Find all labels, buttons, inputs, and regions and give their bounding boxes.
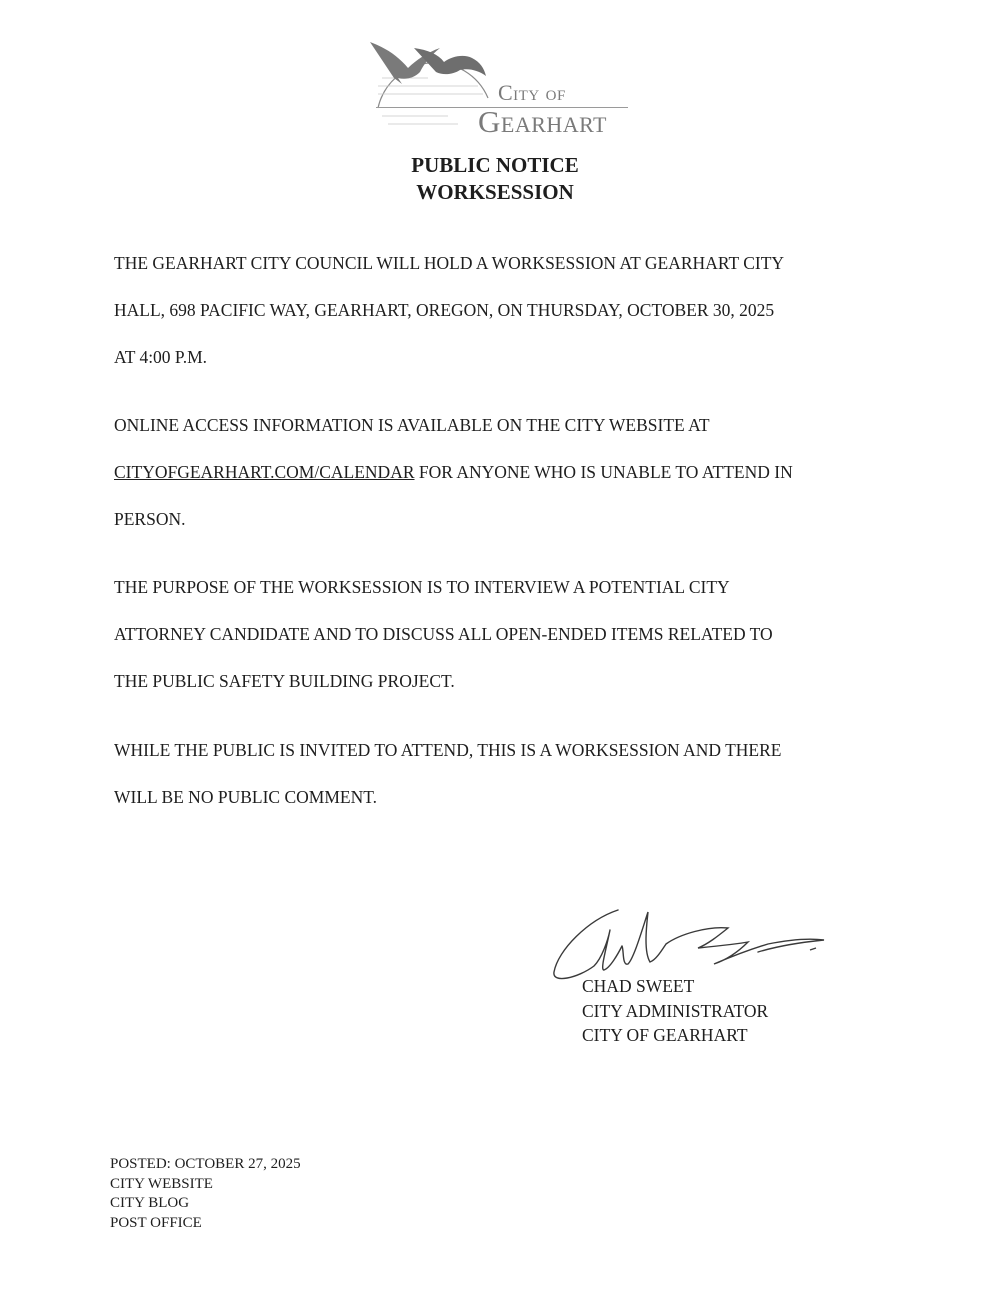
purpose-paragraph xyxy=(114,564,894,705)
public-comment-paragraph xyxy=(114,727,894,821)
paragraph-line: THE GEARHART CITY COUNCIL WILL HOLD A WORKSESSION AT GEARHART CITY xyxy=(114,253,785,273)
paragraph-line: THE PURPOSE OF THE WORKSESSION IS TO INTERVIEW A POTENTIAL CITY xyxy=(114,577,730,597)
logo-city-of: City of xyxy=(498,80,566,105)
posted-location: POST OFFICE xyxy=(110,1214,202,1231)
signer-name: CHAD SWEET xyxy=(582,976,695,996)
posting-info xyxy=(110,1155,301,1233)
paragraph-line: WILL BE NO PUBLIC COMMENT. xyxy=(114,787,377,807)
paragraph-line: PERSON. xyxy=(114,509,186,529)
notice-title: PUBLIC NOTICE xyxy=(411,153,579,177)
logo-gearhart: Gearhart xyxy=(478,104,607,139)
city-logo xyxy=(368,38,633,138)
posted-location: CITY WEBSITE xyxy=(110,1175,213,1192)
posted-location: CITY BLOG xyxy=(110,1195,190,1211)
paragraph-line: THE PUBLIC SAFETY BUILDING PROJECT. xyxy=(114,671,455,691)
signature-block xyxy=(582,974,768,1048)
meeting-details-paragraph xyxy=(114,240,894,381)
signer-org: CITY OF GEARHART xyxy=(582,1025,748,1045)
notice-subtitle: WORKSESSION xyxy=(416,180,574,204)
paragraph-line: HALL, 698 PACIFIC WAY, GEARHART, OREGON, ON THURSDAY, OCTOBER 30, 2025 xyxy=(114,300,775,320)
online-access-paragraph xyxy=(114,402,894,543)
paragraph-line: ONLINE ACCESS INFORMATION IS AVAILABLE ON THE CITY WEBSITE AT xyxy=(114,415,710,435)
paragraph-line xyxy=(114,449,894,496)
paragraph-line: WHILE THE PUBLIC IS INVITED TO ATTEND, THIS IS A WORKSESSION AND THERE xyxy=(114,740,782,760)
signer-title: CITY ADMINISTRATOR xyxy=(582,1000,769,1021)
calendar-link[interactable]: CITYOFGEARHART.COM/CALENDAR xyxy=(114,462,415,482)
posted-date: POSTED: OCTOBER 27, 2025 xyxy=(110,1156,301,1172)
paragraph-line: AT 4:00 P.M. xyxy=(114,347,208,367)
paragraph-line: ATTORNEY CANDIDATE AND TO DISCUSS ALL OPEN-ENDED ITEMS RELATED TO xyxy=(114,624,773,644)
paragraph-text: FOR ANYONE WHO IS UNABLE TO ATTEND IN xyxy=(414,462,793,482)
